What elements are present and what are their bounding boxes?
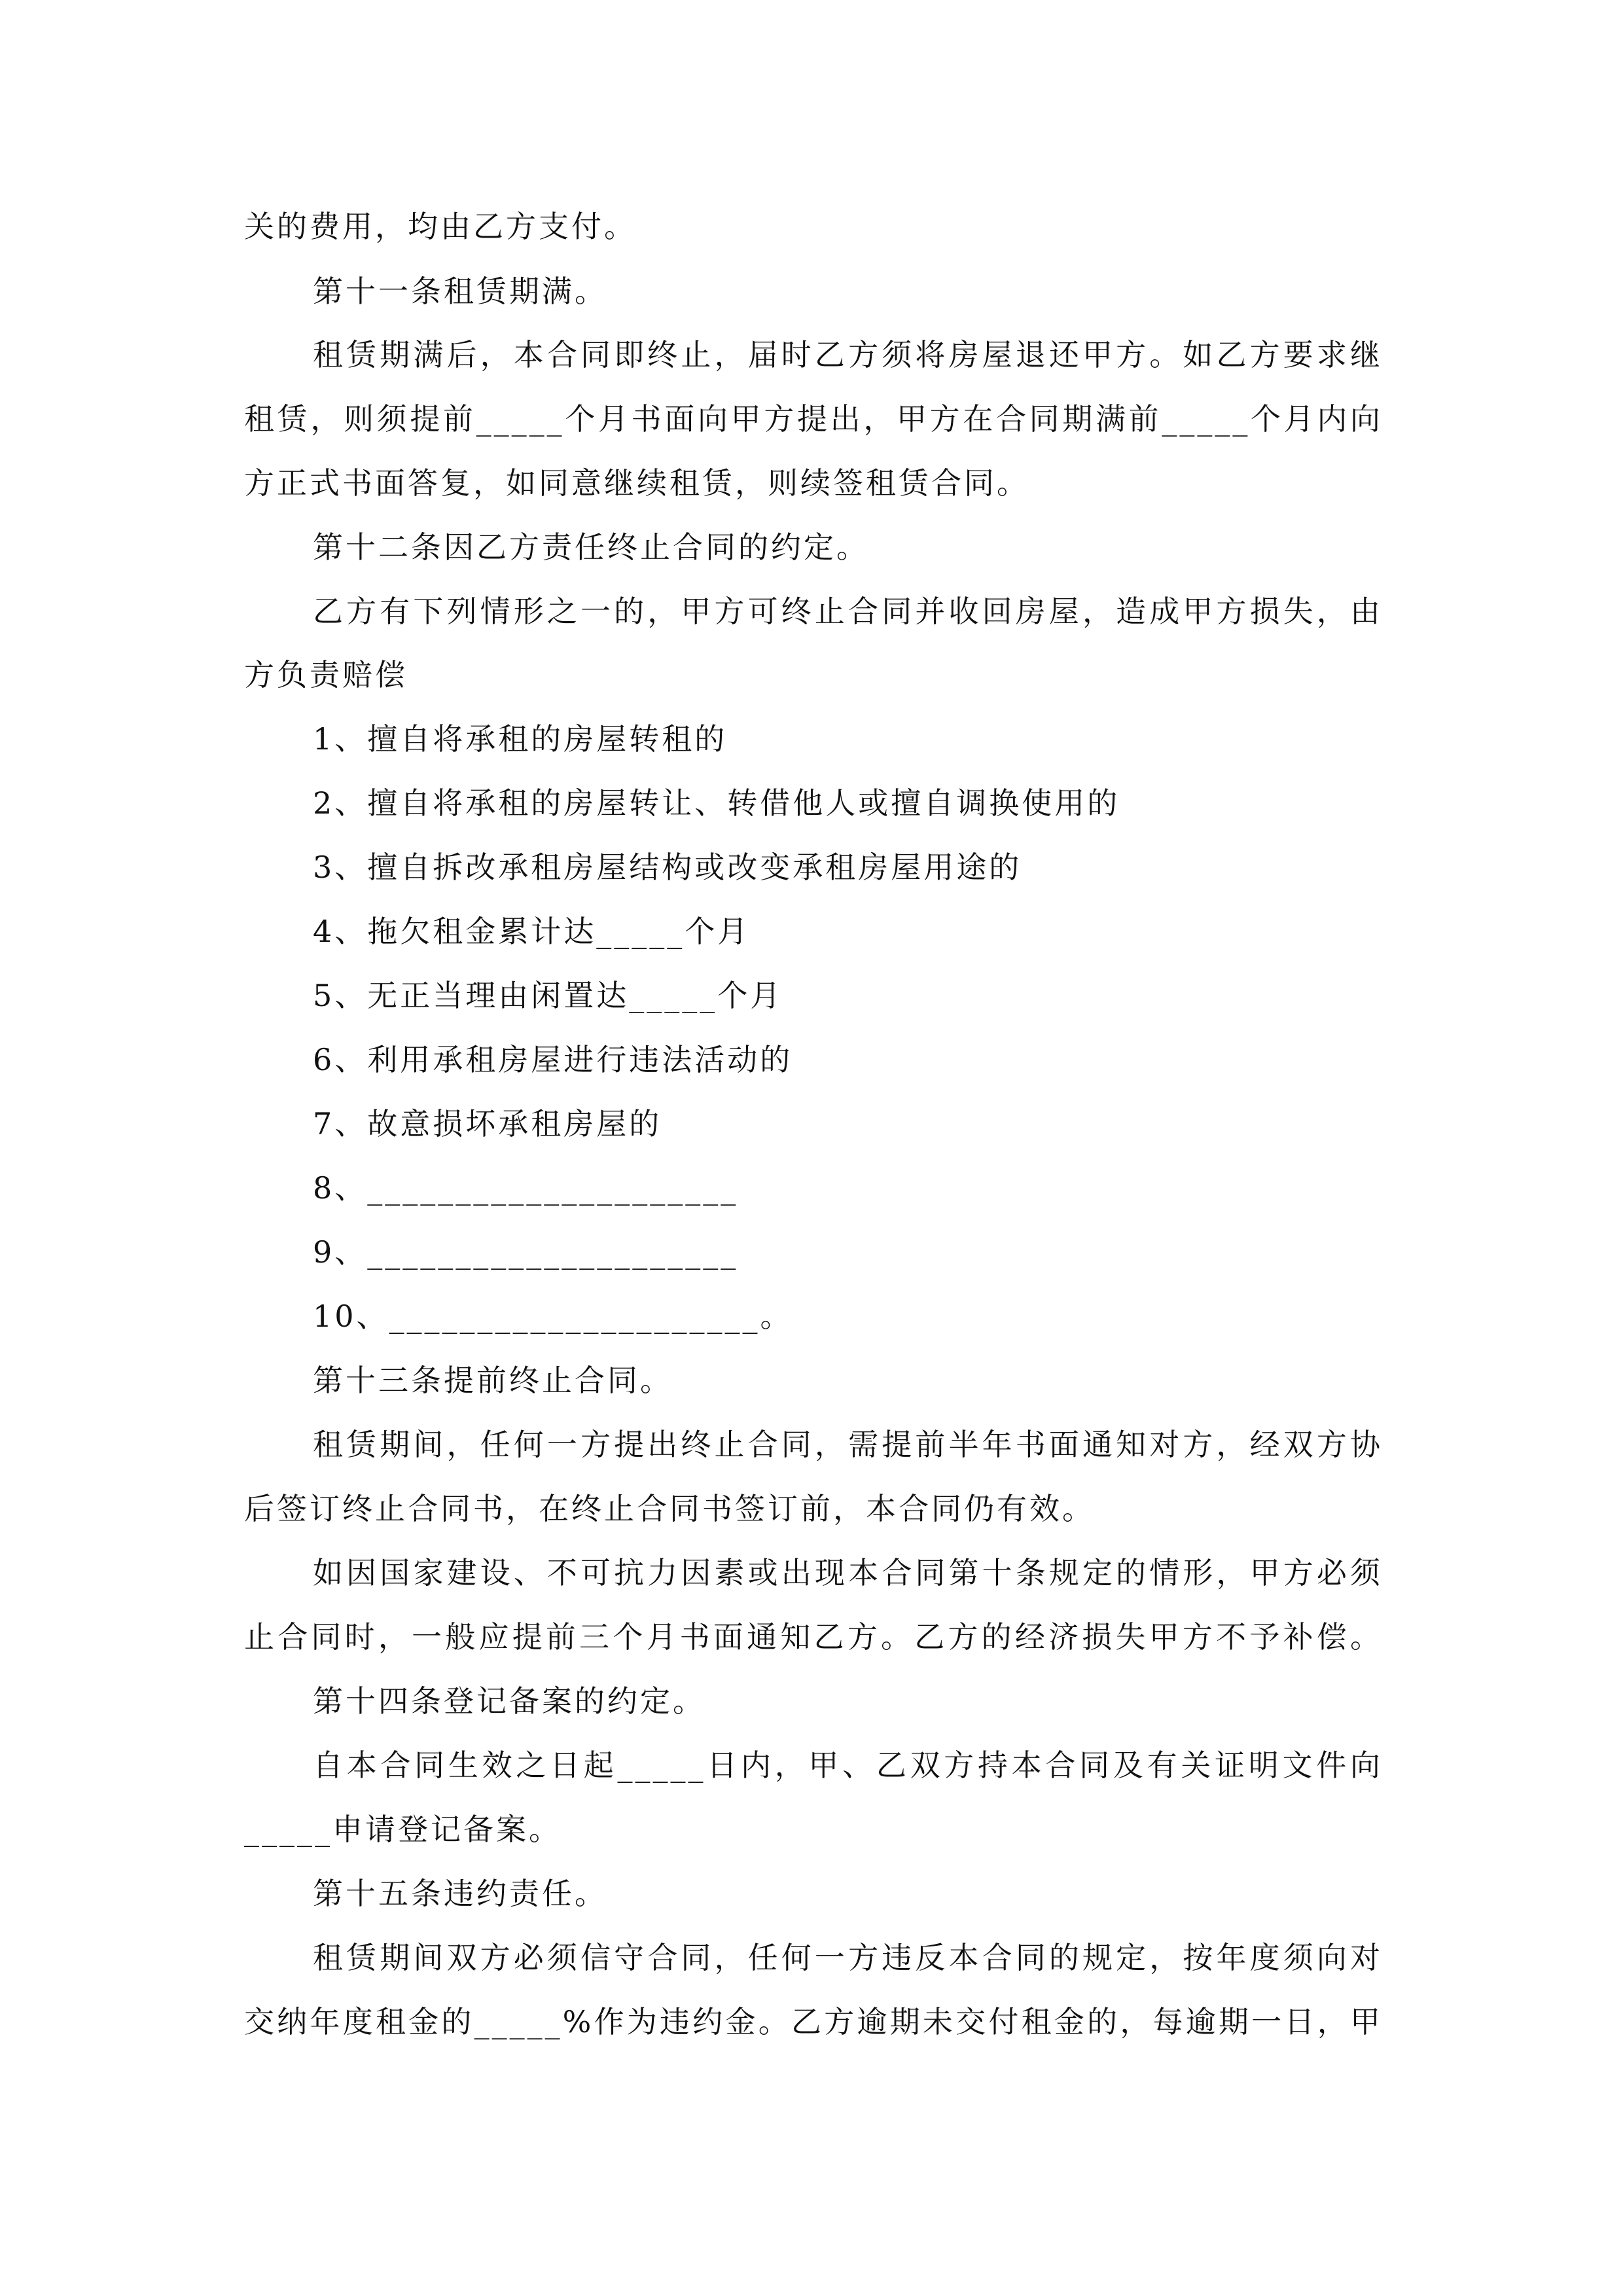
- text-line: 租赁期间，任何一方提出终止合同，需提前半年书面通知对方，经双方协: [313, 1427, 1383, 1462]
- section-heading: 第十四条登记备案的约定。: [313, 1683, 705, 1719]
- list-item: 8、_____________________: [313, 1170, 739, 1206]
- text-line: 交纳年度租金的_____%作为违约金。乙方逾期未交付租金的，每逾期一日，甲: [244, 2004, 1383, 2039]
- text-line: 后签订终止合同书，在终止合同书签订前，本合同仍有效。: [244, 1491, 1095, 1526]
- list-item: 2、擅自将承租的房屋转让、转借他人或擅自调换使用的: [313, 785, 1120, 821]
- list-item: 1、擅自将承租的房屋转租的: [313, 721, 728, 757]
- list-item: 5、无正当理由闲置达_____个月: [313, 978, 783, 1013]
- text-line: 租赁期间双方必须信守合同，任何一方违反本合同的规定，按年度须向对: [313, 1940, 1383, 1975]
- text-line: _____申请登记备案。: [244, 1812, 562, 1847]
- text-line: 租赁期满后，本合同即终止，届时乙方须将房屋退还甲方。如乙方要求继: [313, 337, 1383, 372]
- list-item: 6、利用承租房屋进行违法活动的: [313, 1042, 793, 1077]
- text-line: 自本合同生效之日起_____日内，甲、乙双方持本合同及有关证明文件向: [313, 1748, 1383, 1783]
- section-heading: 第十三条提前终止合同。: [313, 1363, 673, 1398]
- section-heading: 第十二条因乙方责任终止合同的约定。: [313, 529, 869, 565]
- text-line: 租赁，则须提前_____个月书面向甲方提出，甲方在合同期满前_____个月内向: [244, 401, 1383, 437]
- text-line: 方负责赔偿: [244, 657, 408, 692]
- text-line: 乙方有下列情形之一的，甲方可终止合同并收回房屋，造成甲方损失，由: [313, 594, 1383, 629]
- list-item: 4、拖欠租金累计达_____个月: [313, 914, 751, 949]
- text-line: 关的费用，均由乙方支付。: [244, 209, 637, 244]
- list-item: 9、_____________________: [313, 1234, 739, 1270]
- list-item: 10、_____________________。: [313, 1299, 793, 1334]
- section-heading: 第十一条租赁期满。: [313, 274, 607, 309]
- list-item: 7、故意损坏承租房屋的: [313, 1106, 662, 1141]
- list-item: 3、擅自拆改承租房屋结构或改变承租房屋用途的: [313, 850, 1022, 885]
- text-line: 如因国家建设、不可抗力因素或出现本合同第十条规定的情形，甲方必须: [313, 1555, 1383, 1590]
- text-line: 方正式书面答复，如同意继续租赁，则续签租赁合同。: [244, 465, 1029, 501]
- section-heading: 第十五条违约责任。: [313, 1876, 607, 1911]
- text-line: 止合同时，一般应提前三个月书面通知乙方。乙方的经济损失甲方不予补偿。: [244, 1619, 1383, 1655]
